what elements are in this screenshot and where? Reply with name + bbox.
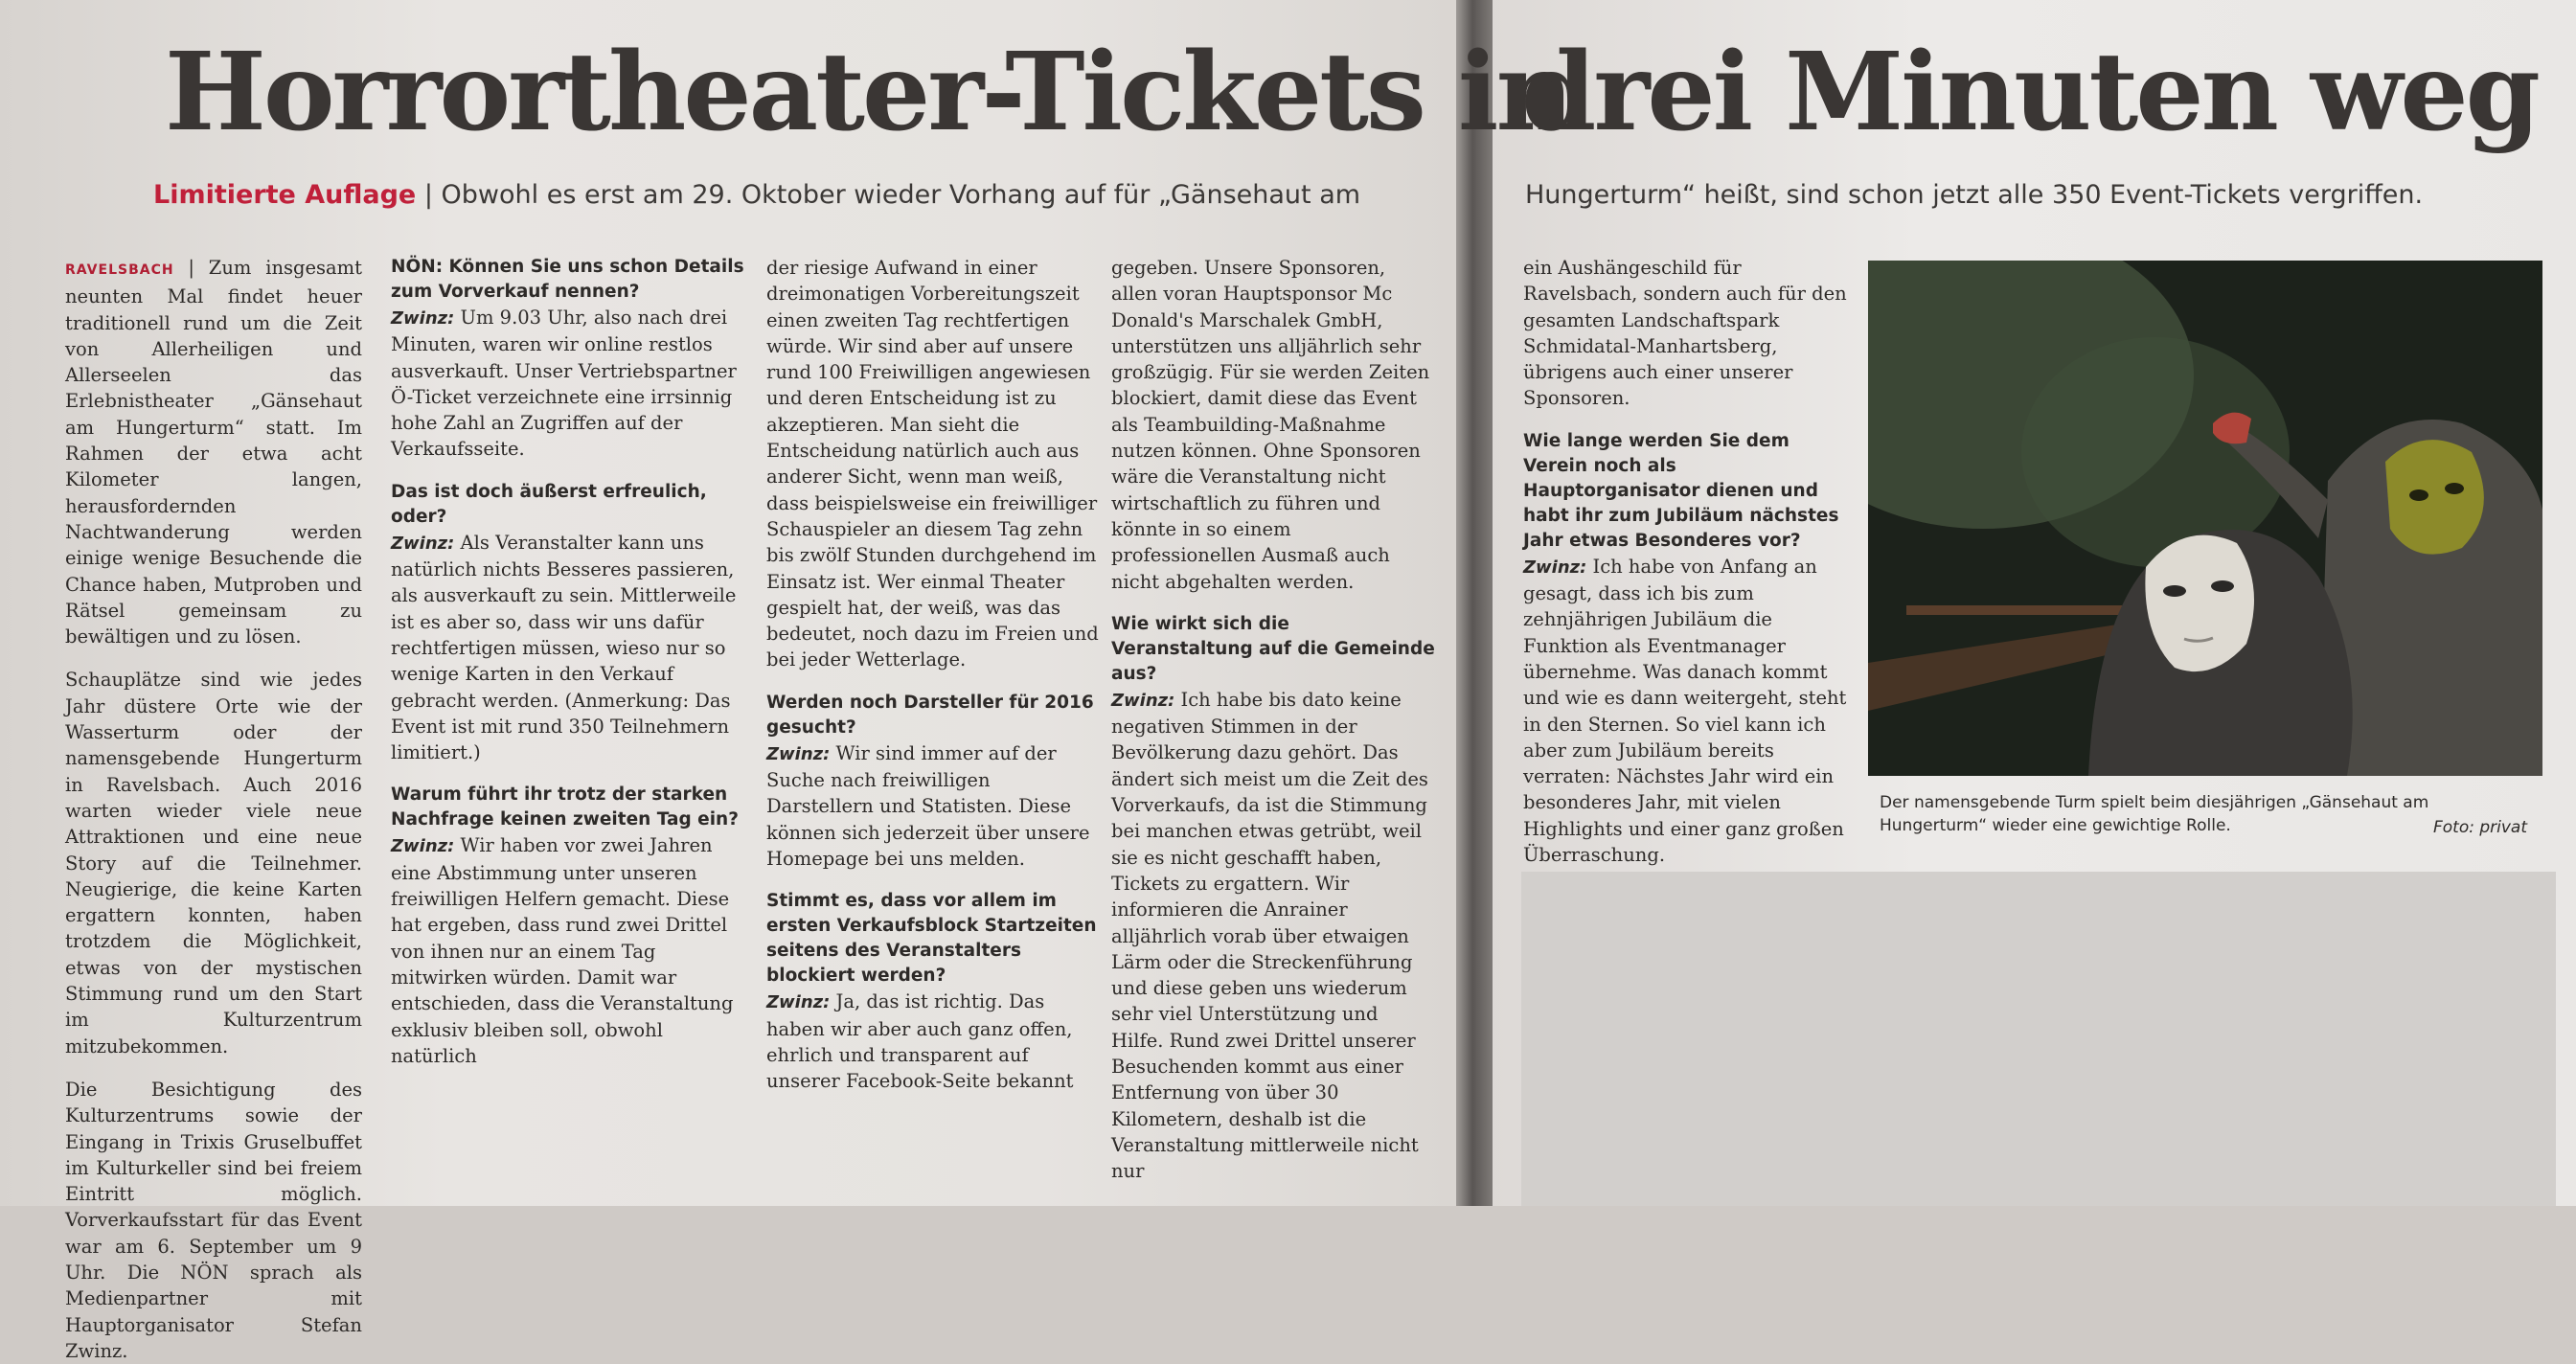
speaker-label: Zwinz: — [766, 992, 831, 1013]
paragraph: RAVELSBACH | Zum insgesamt neunten Mal findet heuer traditionell rund um die Zeit von Allerheiligen und Allerseelen das Erlebnistheater „Gänsehaut am Hungerturm“ statt. Im Rahmen der etwa acht Kilometer langen, herausfordernden Nachtwanderung werden einige wenige Besuchende die Chance haben, Mutproben und Rätsel gemeinsam zu bewältigen und zu lösen. — [65, 257, 362, 648]
interview-question: Stimmt es, dass vor allem im ersten Verkaufsblock Startzeiten seitens des Veranstalters blockiert werden? — [766, 891, 1097, 987]
interview-answer: Zwinz: Wir sind immer auf der Suche nach freiwilligen Darstellern und Statisten. Diese können sich jederzeit über unsere Homepage bei uns melden. — [766, 741, 1090, 870]
speaker-label: Zwinz: — [766, 743, 831, 764]
interview-question: Wie lange werden Sie dem Verein noch als Hauptorganisator dienen und habt ihr zum Jubiläum nächstes Jahr etwas Besonderes vor? — [1523, 430, 1839, 551]
interview-answer: Zwinz: Ich habe von Anfang an gesagt, dass ich bis zum zehnjährigen Jubiläum die Funktion als Eventmanager übernehme. Was danach kommt und wie es dann weitergeht, steht in den Sternen. So viel kann ich aber zum Jubiläum bereits verraten: Nächstes Jahr wird ein besonderes Jahr, mit vielen Highlights und einer ganz großen Überraschung. — [1523, 555, 1847, 867]
paragraph: Schauplätze sind wie jedes Jahr düstere Orte wie der Wasserturm oder der namensgebende Hungerturm in Ravelsbach. Auch 2016 warten wieder viele neue Attraktionen und eine neue Story auf die Teilnehmer. Neugierige, die keine Karten ergattern konnten, haben trotzdem die Möglichkeit, etwas von der mystischen Stimmung rund um den Start im Kulturzentrum mitzubekommen. — [65, 669, 362, 1057]
speaker-label: Zwinz: — [391, 836, 455, 857]
interview-answer: Zwinz: Wir haben vor zwei Jahren eine Abstimmung unter unseren freiwilligen Helfern gemacht. Diese hat ergeben, dass rund zwei Drittel von ihnen nur an einem Tag mitwirken würden. Damit war entschieden, dass die Veranstaltung exklusiv bleiben soll, obwohl natürlich — [391, 834, 734, 1067]
page-gutter — [1456, 0, 1493, 1206]
caption-text: Der namensgebende Turm spielt beim diesjährigen „Gänsehaut am Hungerturm“ wieder eine gewichtige Rolle. — [1880, 793, 2429, 835]
interview-answer: Zwinz: Ja, das ist richtig. Das haben wir aber auch ganz offen, ehrlich und transparent auf unserer Facebook-Seite bekannt — [766, 990, 1074, 1093]
subline-left-text: Obwohl es erst am 29. Oktober wieder Vorhang auf für „Gänsehaut am — [441, 180, 1361, 210]
article-column-4 — [1111, 255, 1435, 1185]
speaker-label: Zwinz: — [1111, 690, 1175, 711]
paragraph: Die Besichtigung des Kulturzentrums sowie der Eingang in Trixis Gruselbuffet im Kulturkeller sind bei freiem Eintritt möglich. Vorverkaufsstart für das Event war am 6. September um 9 Uhr. Die NÖN sprach als Medienpartner mit Hauptorganisator Stefan Zwinz. — [65, 1078, 362, 1362]
article-column-5 — [1523, 255, 1858, 868]
masked-figures-illustration — [1868, 261, 2542, 776]
interview-answer: Zwinz: Als Veranstalter kann uns natürlich nichts Besseres passieren, als ausverkauft zu sein. Mittlerweile ist es aber so, dass wir uns dafür rechtfertigen müssen, wieso nur so wenige Karten in den Verkauf gebracht werden. (Anmerkung: Das Event ist mit rund 350 Teilnehmern limitiert.) — [391, 531, 737, 764]
photo-caption — [1880, 791, 2541, 837]
photo-credit: Foto: privat — [2432, 818, 2527, 837]
interview-question: Wie wirkt sich die Veranstaltung auf die Gemeinde aus? — [1111, 613, 1435, 684]
paragraph: der riesige Aufwand in einer dreimonatigen Vorbereitungszeit einen zweiten Tag rechtfertigen würde. Wir sind aber auf unsere rund 100 Freiwilligen angewiesen und deren Entscheidung ist zu akzeptieren. Man sieht die Entscheidung natürlich auch aus anderer Sicht, wenn man weiß, dass beispielsweise ein freiwilliger Schauspieler an diesem Tag zehn bis zwölf Stunden durchgehend im Einsatz ist. Wer einmal Theater gespielt hat, der weiß, was das bedeutet, noch dazu im Freien und bei jeder Wetterlage. — [766, 257, 1099, 671]
speaker-label: Zwinz: — [1523, 557, 1587, 578]
article-column-2 — [391, 255, 747, 1069]
subline-right: Hungerturm“ heißt, sind schon jetzt alle 350 Event-Tickets vergriffen. — [1525, 180, 2424, 210]
article-photo — [1868, 261, 2542, 776]
subline-left — [153, 180, 1360, 210]
kicker: Limitierte Auflage — [153, 180, 417, 210]
interview-answer: Zwinz: Ich habe bis dato keine negativen Stimmen in der Bevölkerung dazu gehört. Das ändert sich meist um die Zeit des Vorverkaufs, da ist die Stimmung bei manchen etwas getrübt, weil sie es nicht geschafft haben, Tickets zu ergattern. Wir informieren die Anrainer alljährlich vorab über etwaigen Lärm oder die Streckenführung und diese geben uns wiederum sehr viel Unterstützung und Hilfe. Rund zwei Drittel unserer Besuchenden kommt aus einer Entfernung von über 30 Kilometern, deshalb ist die Veranstaltung mittlerweile nicht nur — [1111, 688, 1428, 1183]
article-column-1 — [65, 255, 362, 1364]
speaker-label: Zwinz: — [391, 533, 455, 554]
headline-right: drei Minuten weg — [1521, 30, 2538, 155]
empty-background-area — [1521, 872, 2556, 1206]
paragraph: ein Aushängeschild für Ravelsbach, sondern auch für den gesamten Landschaftspark Schmidatal-Manhartsberg, übrigens auch einer unserer Sponsoren. — [1523, 257, 1847, 410]
paragraph: gegeben. Unsere Sponsoren, allen voran Hauptsponsor Mc Donald's Marschalek GmbH, unterstützen uns alljährlich sehr großzügig. Für sie werden Zeiten blockiert, damit diese das Event als Teambuilding-Maßnahme nutzen können. Ohne Sponsoren wäre die Veranstaltung nicht wirtschaftlich zu führen und könnte in so einem professionellen Ausmaß auch nicht abgehalten werden. — [1111, 257, 1430, 593]
headline-left: Horrortheater-Tickets in — [165, 30, 1571, 155]
interview-answer: Zwinz: Um 9.03 Uhr, also nach drei Minuten, waren wir online restlos ausverkauft. Unser Vertriebspartner Ö-Ticket verzeichnete eine irrsinnig hohe Zahl an Zugriffen auf der Verkaufsseite. — [391, 307, 737, 461]
interview-question: Das ist doch äußerst erfreulich, oder? — [391, 481, 707, 527]
article-column-3 — [766, 255, 1100, 1094]
interview-question: Warum führt ihr trotz der starken Nachfrage keinen zweiten Tag ein? — [391, 784, 739, 830]
kicker-separator: | — [416, 180, 442, 210]
interview-question: Werden noch Darsteller für 2016 gesucht? — [766, 692, 1094, 738]
speaker-label: Zwinz: — [391, 308, 455, 329]
interview-question: NÖN: Können Sie uns schon Details zum Vorverkauf nennen? — [391, 257, 744, 302]
dateline: RAVELSBACH — [65, 262, 174, 278]
